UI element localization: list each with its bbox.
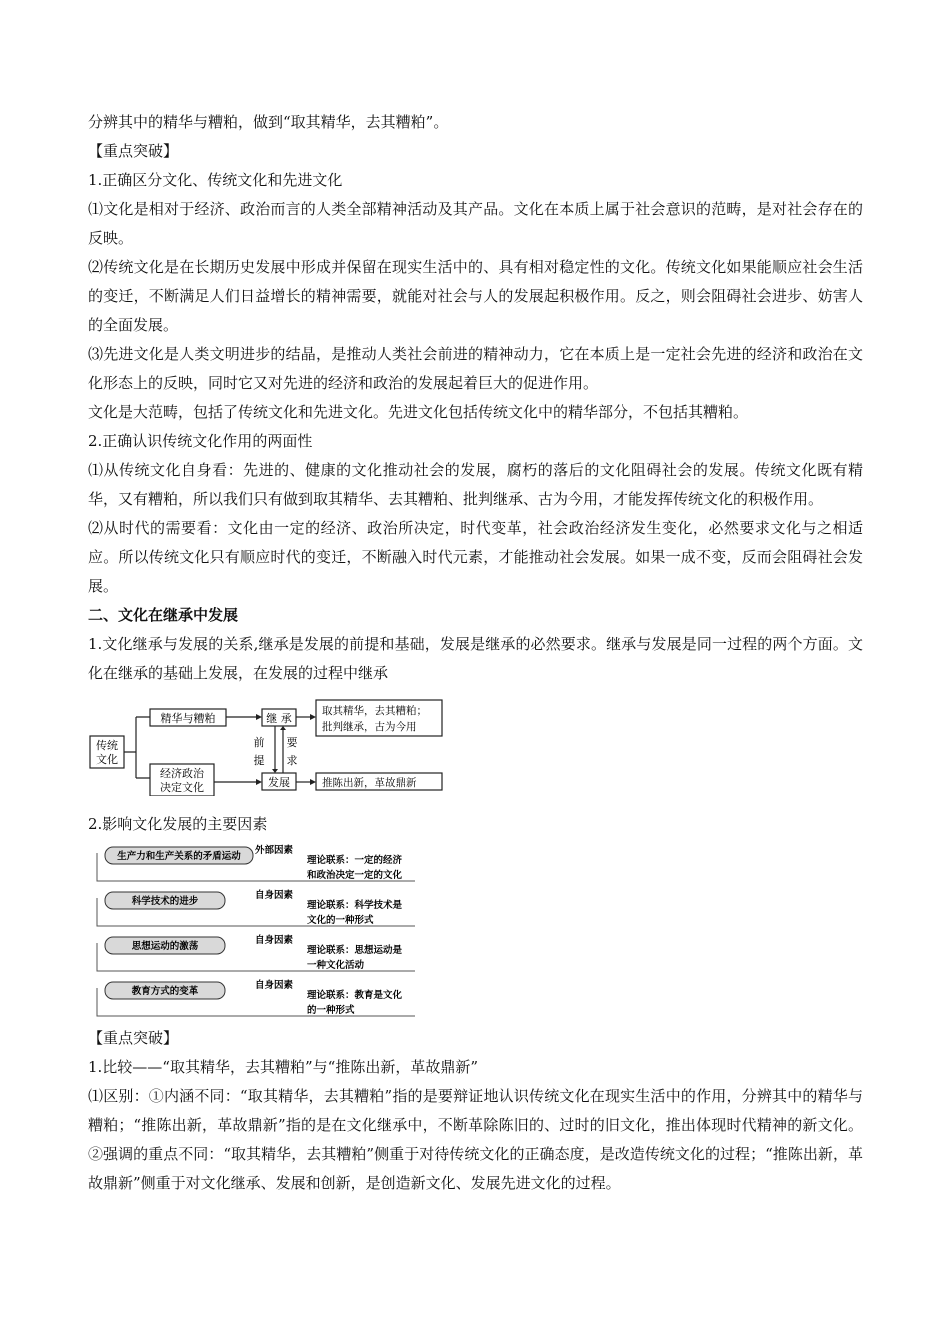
section-label: 【重点突破】	[88, 142, 179, 160]
factor-note-1: 理论联系：科学技术是	[307, 900, 403, 911]
factor-type: 自身因素	[255, 935, 294, 946]
factor-label: 教育方式的变革	[131, 986, 199, 997]
economy-politics-label-1: 经济政治	[160, 767, 204, 780]
paragraph: 文化是大范畴，包括了传统文化和先进文化。先进文化包括传统文化中的精华部分，不包括其糟粕。	[88, 403, 749, 421]
factor-note-2: 一种文化活动	[307, 960, 365, 971]
factor-note-1: 理论联系：思想运动是	[307, 945, 403, 956]
factor-type: 自身因素	[255, 890, 294, 901]
subheading: 1.比较——“取其精华，去其糟粕”与“推陈出新，革故鼎新”	[88, 1058, 478, 1076]
develop-label: 发展	[268, 776, 290, 789]
factor-type: 外部因素	[255, 845, 294, 856]
factor-row	[97, 979, 415, 1016]
paragraph: 1.文化继承与发展的关系,继承是发展的前提和基础，发展是继承的必然要求。继承与发展是同一过程的两个方面。文化在继承的基础上发展，在发展的过程中继承	[88, 635, 863, 682]
root-label-1: 传统	[96, 739, 118, 752]
factor-note-2: 和政治决定一定的文化	[307, 870, 403, 881]
paragraph: ⑴从传统文化自身看：先进的、健康的文化推动社会的发展，腐朽的落后的文化阻碍社会的发展。传统文化既有精华，又有糟粕，所以我们只有做到取其精华、去其糟粕、批判继承、古为今用，才能发挥传统文化的积极作用。	[88, 461, 863, 508]
subheading: 1.正确区分文化、传统文化和先进文化	[88, 171, 343, 189]
factor-row	[97, 934, 415, 971]
factor-row	[97, 844, 415, 881]
economy-politics-label-2: 决定文化	[160, 781, 204, 794]
factor-label: 科学技术的进步	[131, 896, 199, 907]
inheritance-development-diagram	[88, 696, 448, 796]
result-top-line-2: 批判继承，古为今用	[322, 721, 417, 733]
paragraph: ⑴文化是相对于经济、政治而言的人类全部精神活动及其产品。文化在本质上属于社会意识的范畴，是对社会存在的反映。	[88, 200, 863, 247]
result-top-line-1: 取其精华，去其糟粕；	[322, 705, 427, 717]
factor-note-1: 理论联系：一定的经济	[307, 855, 403, 866]
caption: 2.影响文化发展的主要因素	[88, 815, 268, 833]
factor-note-2: 文化的一种形式	[307, 915, 374, 926]
premise-label-1: 前	[253, 736, 265, 749]
paragraph: ⑵从时代的需要看：文化由一定的经济、政治所决定，时代变革，社会政治经济发生变化，必然要求文化与之相适应。所以传统文化只有顺应时代的变迁，不断融入时代元素，才能推动社会发展。如果一成不变，反而会阻碍社会发展。	[88, 519, 863, 595]
factor-label: 思想运动的激荡	[131, 941, 199, 952]
essence-dross-label: 精华与糟粕	[160, 712, 216, 725]
inherit-label: 继 承	[266, 712, 292, 725]
factor-note-2: 的一种形式	[307, 1005, 355, 1016]
factor-type: 自身因素	[255, 980, 294, 991]
factor-note-1: 理论联系：教育是文化	[307, 990, 403, 1001]
require-label-1: 要	[286, 736, 298, 749]
root-label-2: 文化	[96, 753, 118, 766]
require-label-2: 求	[286, 754, 298, 767]
subheading: 2.正确认识传统文化作用的两面性	[88, 432, 313, 450]
premise-label-2: 提	[253, 754, 265, 767]
factor-label: 生产力和生产关系的矛盾运动	[117, 851, 241, 862]
result-bottom-label: 推陈出新，革故鼎新	[322, 777, 417, 789]
document-body	[88, 108, 863, 688]
paragraph: ⑵传统文化是在长期历史发展中形成并保留在现实生活中的、具有相对稳定性的文化。传统文化如果能顺应社会生活的变迁，不断满足人们日益增长的精神需要，就能对社会与人的发展起积极作用。反之，则会阻碍社会进步、妨害人的全面发展。	[88, 258, 863, 334]
paragraph: ⑶先进文化是人类文明进步的结晶，是推动人类社会前进的精神动力，它在本质上是一定社会先进的经济和政治在文化形态上的反映，同时它又对先进的经济和政治的发展起着巨大的促进作用。	[88, 345, 863, 392]
paragraph: 分辨其中的精华与糟粕，做到“取其精华，去其糟粕”。	[88, 113, 449, 131]
section-heading: 二、文化在继承中发展	[88, 606, 239, 624]
cultural-factors-diagram	[95, 843, 435, 1019]
section-label: 【重点突破】	[88, 1029, 179, 1047]
factor-row	[97, 889, 415, 926]
paragraph: ⑴区别：①内涵不同：“取其精华，去其糟粕”指的是要辩证地认识传统文化在现实生活中的作用，分辨其中的精华与糟粕；“推陈出新，革故鼎新”指的是在文化继承中，不断革除陈旧的、过时的旧文化，推出体现时代精神的新文化。②强调的重点不同：“取其精华，去其糟粕”侧重于对待传统文化的正确态度，是改造传统文化的过程；“推陈出新，革故鼎新”侧重于对文化继承、发展和创新，是创造新文化、发展先进文化的过程。	[88, 1087, 863, 1192]
document-body-continued	[88, 1024, 863, 1198]
